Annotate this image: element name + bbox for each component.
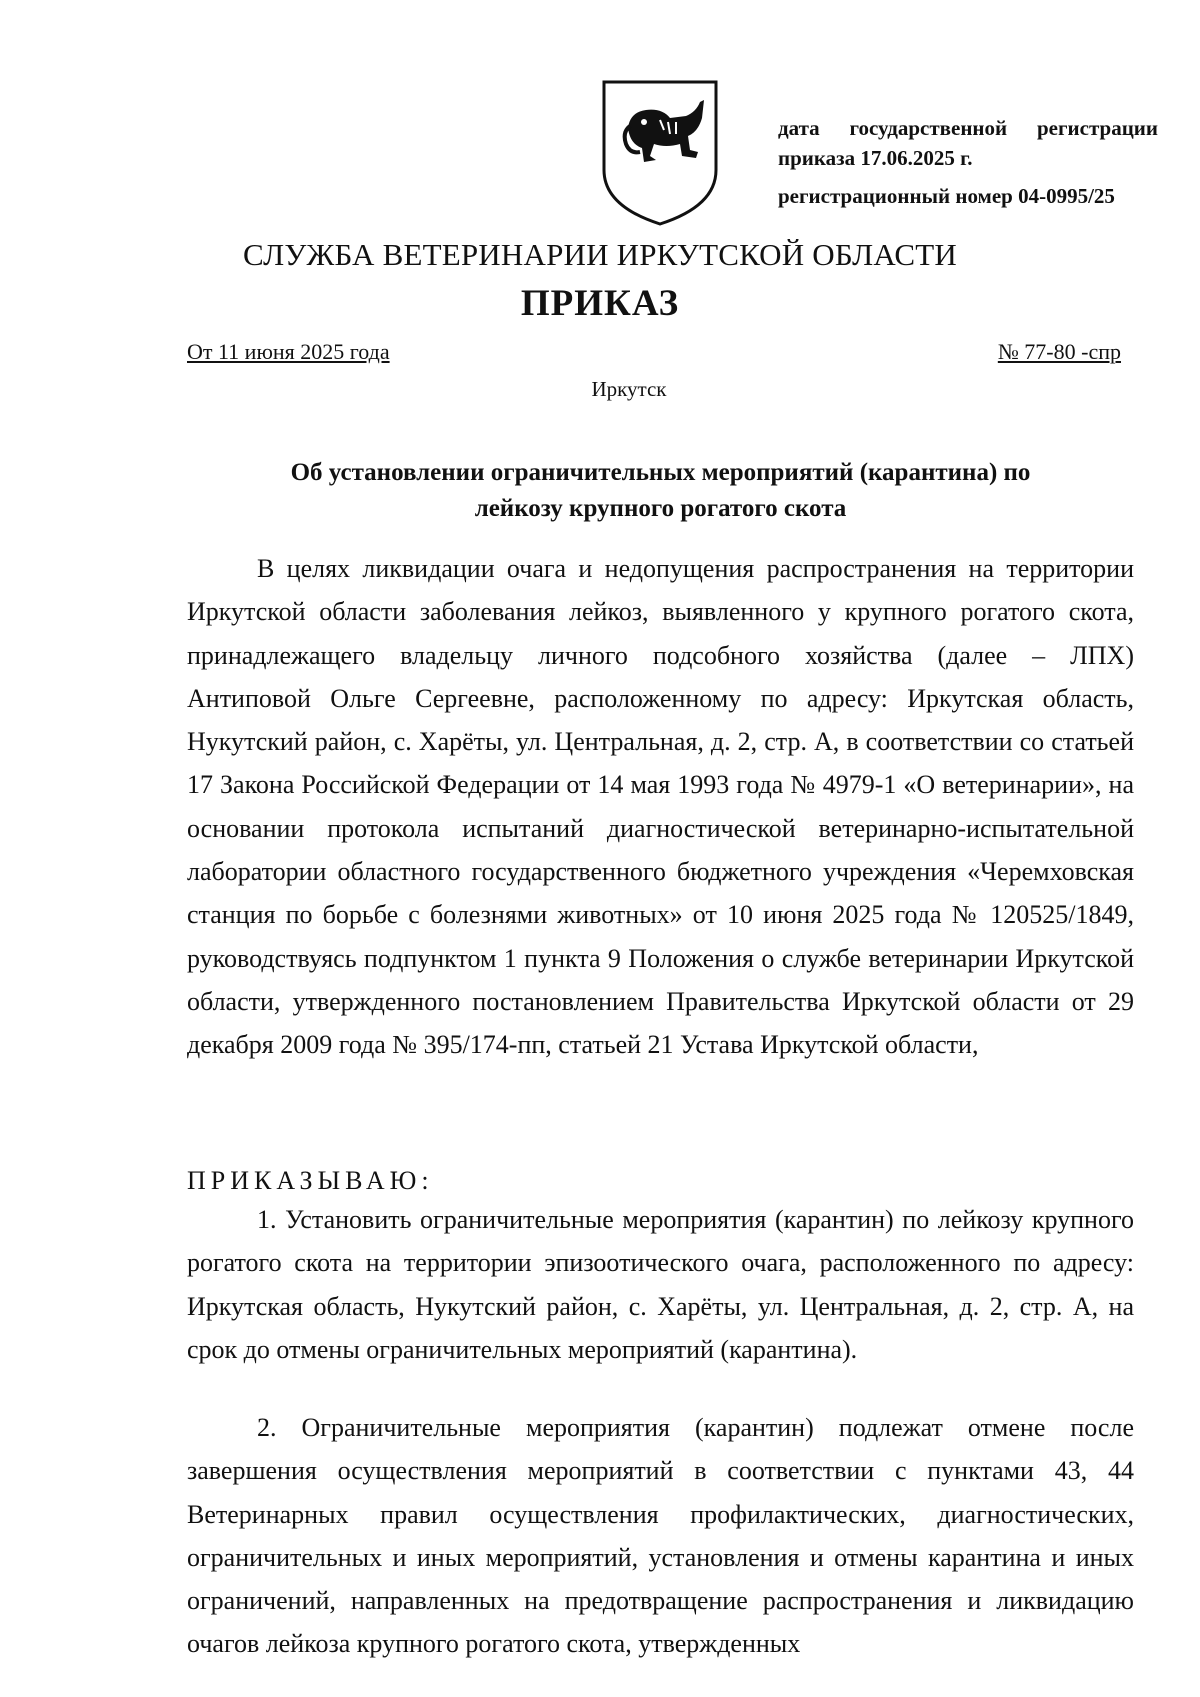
order-item-2: 2. Ограничительные мероприятия (карантин) подлежат отмене после завершения осуществления мероприятий в соответствии с пунктами 43, 44 Ветеринарных правил осуществления профилактических, диагностических, ограничительных и иных мероприятий, установления и отмены карантина и иных ограничений, направленных на предотвращение распространения и ликвидацию очагов лейкоза крупного рогатого скота, утвержденных bbox=[187, 1413, 1134, 1659]
order-item-1: 1. Установить ограничительные мероприятия (карантин) по лейкозу крупного рогатого скота на территории эпизоотического очага, расположенного по адресу: Иркутская область, Нукутский район, с. Харёты, ул. Центральная, д. 2, стр. А, на срок до отмены ограничительных мероприятий (карантина). bbox=[187, 1205, 1134, 1364]
registration-line-1 bbox=[778, 113, 1158, 143]
preamble-container bbox=[187, 547, 1134, 1067]
registration-number: регистрационный номер 04-0995/25 bbox=[778, 184, 1115, 208]
registration-word: дата bbox=[778, 116, 820, 140]
order-date: От 11 июня 2025 года bbox=[187, 339, 390, 364]
order-directive: ПРИКАЗЫВАЮ: bbox=[187, 1166, 434, 1195]
agency-name: СЛУЖБА ВЕТЕРИНАРИИ ИРКУТСКОЙ ОБЛАСТИ bbox=[243, 237, 957, 272]
subject-line-2: лейкозу крупного рогатого скота bbox=[474, 495, 847, 522]
city: Иркутск bbox=[591, 377, 667, 401]
document-type-title: ПРИКАЗ bbox=[520, 283, 680, 324]
subject-line-1: Об установлении ограничительных мероприятий (карантина) по bbox=[290, 459, 1031, 486]
order-number: № 77-80 -спр bbox=[997, 339, 1121, 364]
coat-of-arms-icon bbox=[600, 78, 720, 228]
item-1-container bbox=[187, 1198, 1134, 1371]
registration-word: государственной bbox=[849, 116, 1008, 140]
order-subject bbox=[187, 455, 1134, 527]
preamble-paragraph: В целях ликвидации очага и недопущения распространения на территории Иркутской области заболевания лейкоз, выявленного у крупного рогатого скота, принадлежащего владельцу личного подсобного хозяйства (далее – ЛПХ) Антиповой Ольге Сергеевне, расположенному по адресу: Иркутская область, Нукутский район, с. Харёты, ул. Центральная, д. 2, стр. А, в соответствии со статьей 17 Закона Российской Федерации от 14 мая 1993 года № 4979-1 «О ветеринарии», на основании протокола испытаний диагностической ветеринарно-испытательной лаборатории областного государственного бюджетного учреждения «Черемховская станция по борьбе с болезнями животных» от 10 июня 2025 года № 120525/1849, руководствуясь подпунктом 1 пункта 9 Положения о службе ветеринарии Иркутской области, утвержденного постановлением Правительства Иркутской области от 29 декабря 2009 года № 395/174-пп, статьей 21 Устава Иркутской области, bbox=[187, 554, 1134, 1060]
registration-word: регистрации bbox=[1036, 116, 1158, 140]
item-2-container bbox=[187, 1406, 1134, 1666]
registration-date: приказа 17.06.2025 г. bbox=[778, 146, 973, 170]
registration-info bbox=[778, 113, 1158, 211]
